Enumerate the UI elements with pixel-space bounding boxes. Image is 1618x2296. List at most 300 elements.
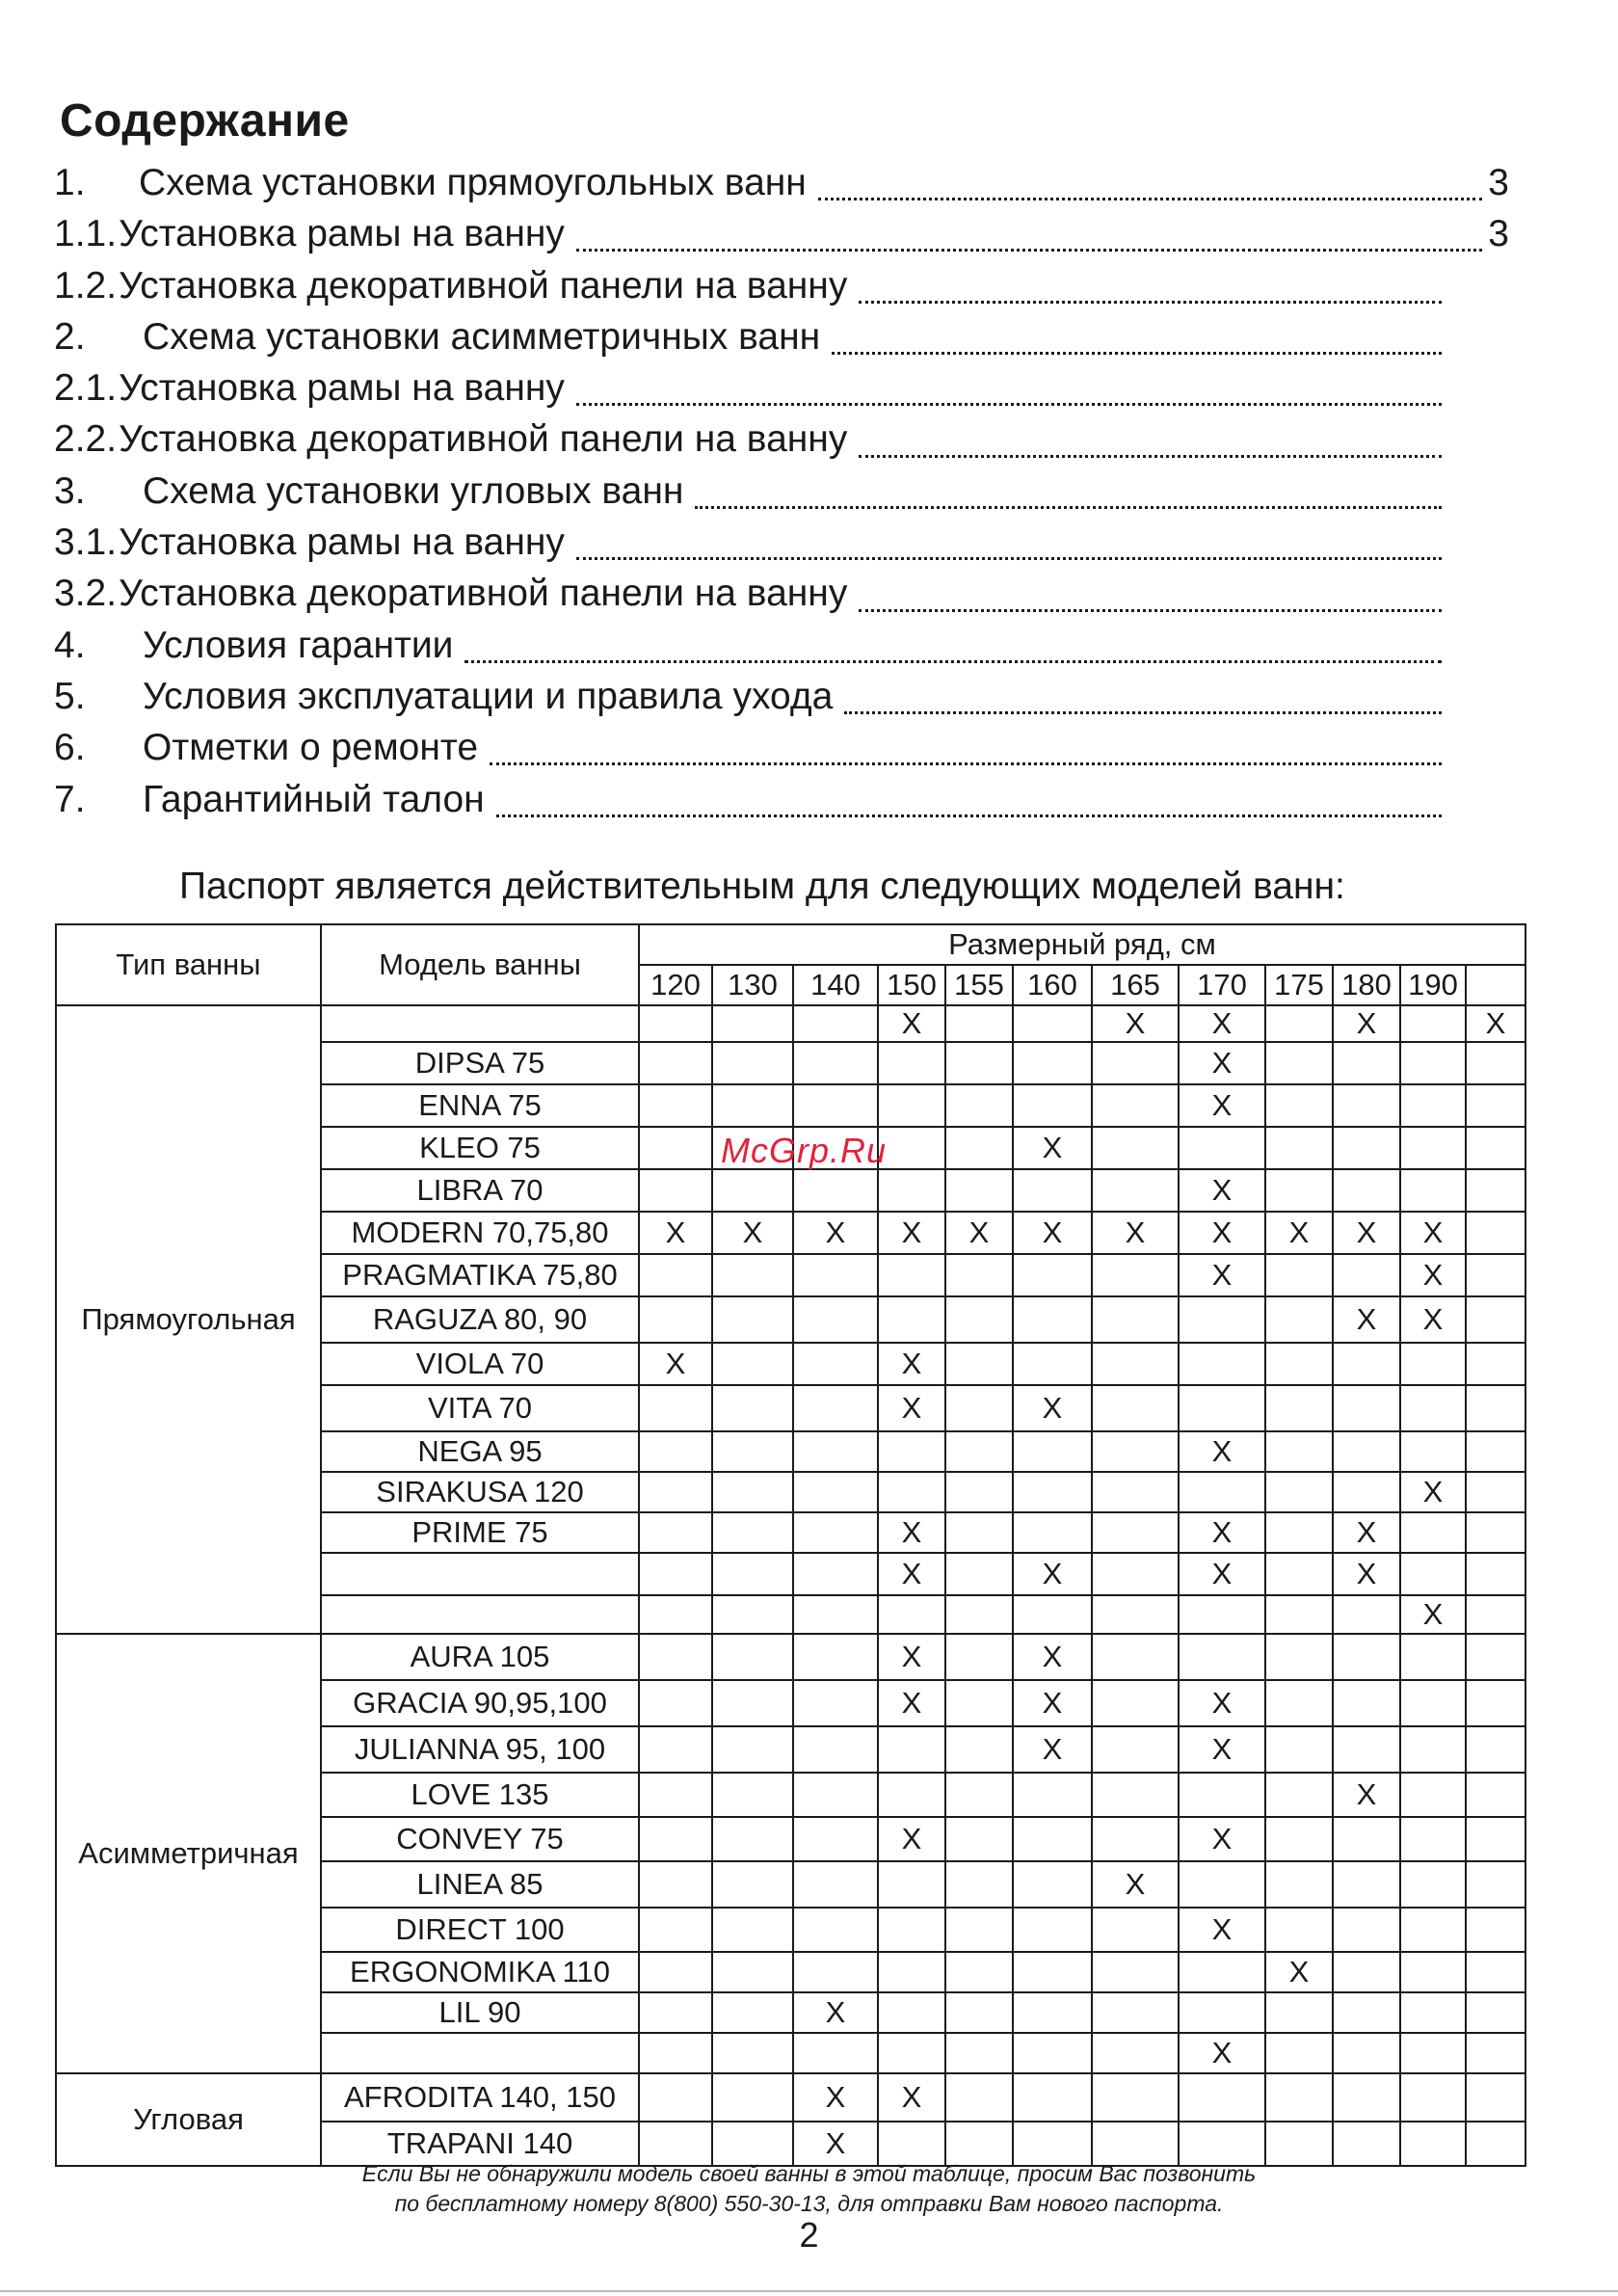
toc-item <box>54 316 1509 367</box>
size-cell <box>1466 1385 1525 1431</box>
size-cell <box>1333 1992 1400 2033</box>
size-cell <box>1333 2073 1400 2122</box>
size-cell <box>793 1254 878 1296</box>
toc-item-number: 1.1. <box>54 213 118 255</box>
size-cell <box>793 1817 878 1861</box>
size-cell <box>1333 1343 1400 1385</box>
size-mark: X <box>1400 1472 1466 1512</box>
bath-model-cell: KLEO 75 <box>321 1127 639 1169</box>
size-mark: X <box>1013 1680 1092 1726</box>
size-cell <box>1092 1553 1179 1595</box>
size-mark: X <box>1400 1212 1466 1254</box>
toc-item <box>54 265 1509 316</box>
toc-item-number: 3.1. <box>54 521 118 564</box>
size-cell <box>1092 1042 1179 1084</box>
bath-model-cell: PRAGMATIKA 75,80 <box>321 1254 639 1296</box>
size-cell <box>793 1042 878 1084</box>
size-cell <box>1013 1084 1092 1127</box>
size-cell <box>878 1992 945 2033</box>
size-mark: X <box>1092 1212 1179 1254</box>
size-cell <box>712 1005 793 1042</box>
size-cell <box>1265 1127 1333 1169</box>
size-cell <box>1400 2033 1466 2073</box>
bath-model-cell: LOVE 135 <box>321 1773 639 1817</box>
size-cell <box>639 1726 712 1773</box>
size-cell <box>793 1553 878 1595</box>
size-cell <box>1400 1127 1466 1169</box>
size-cell <box>1466 1127 1525 1169</box>
size-cell <box>1092 1084 1179 1127</box>
size-cell <box>1013 1005 1092 1042</box>
size-cell <box>878 1908 945 1952</box>
size-cell <box>1400 1512 1466 1553</box>
size-cell <box>712 1296 793 1343</box>
size-cell <box>1013 1512 1092 1553</box>
header-size: 150 <box>878 965 945 1005</box>
size-cell <box>1265 2073 1333 2122</box>
size-cell <box>639 1773 712 1817</box>
table-row <box>56 2073 1525 2122</box>
header-size: 170 <box>1179 965 1265 1005</box>
size-cell <box>878 1773 945 1817</box>
size-cell <box>1265 1385 1333 1431</box>
size-cell <box>793 1472 878 1512</box>
bath-model-cell: NEGA 95 <box>321 1431 639 1472</box>
size-cell <box>1092 1169 1179 1212</box>
bath-model-cell: PRIME 75 <box>321 1512 639 1553</box>
size-cell <box>1092 1992 1179 2033</box>
toc-item-number: 3. <box>54 469 86 512</box>
size-mark: X <box>1179 1005 1265 1042</box>
size-cell <box>639 1005 712 1042</box>
toc-leader-dots <box>859 301 1442 304</box>
size-mark: X <box>1179 2033 1265 2073</box>
size-mark: X <box>639 1212 712 1254</box>
size-cell <box>639 1952 712 1992</box>
size-cell <box>712 1042 793 1084</box>
size-cell <box>878 1595 945 1634</box>
size-cell <box>945 1472 1013 1512</box>
size-cell <box>1013 1343 1092 1385</box>
header-size: 175 <box>1265 965 1333 1005</box>
size-cell <box>1179 1634 1265 1680</box>
toc-item-number: 5. <box>54 675 86 717</box>
size-cell <box>1092 1385 1179 1431</box>
header-size <box>1466 965 1525 1005</box>
size-cell <box>1179 1472 1265 1512</box>
toc-item-label: Гарантийный талон <box>143 778 485 820</box>
size-cell <box>712 2073 793 2122</box>
size-cell <box>1466 2073 1525 2122</box>
bath-type-cell: Угловая <box>56 2073 321 2166</box>
size-cell <box>1013 2073 1092 2122</box>
toc-item <box>54 521 1509 573</box>
size-cell <box>1013 1773 1092 1817</box>
size-cell <box>1333 1254 1400 1296</box>
size-mark: X <box>1092 1005 1179 1042</box>
size-mark: X <box>1333 1212 1400 1254</box>
toc-item-number: 6. <box>54 727 86 769</box>
size-cell <box>1265 1169 1333 1212</box>
size-cell <box>1265 1472 1333 1512</box>
size-mark: X <box>1400 1595 1466 1634</box>
size-cell <box>1179 1296 1265 1343</box>
size-cell <box>945 1908 1013 1952</box>
toc-leader-dots <box>859 609 1442 612</box>
toc-item-label: Условия гарантии <box>143 624 454 666</box>
size-cell <box>1092 1726 1179 1773</box>
size-cell <box>712 1992 793 2033</box>
toc-leader-dots <box>576 249 1482 252</box>
size-cell <box>1400 1680 1466 1726</box>
size-cell <box>1333 1127 1400 1169</box>
size-cell <box>712 1254 793 1296</box>
toc-leader-dots <box>818 198 1482 200</box>
size-cell <box>639 1680 712 1726</box>
size-cell <box>1265 1084 1333 1127</box>
size-cell <box>1092 1952 1179 1992</box>
bath-model-cell: DIRECT 100 <box>321 1908 639 1952</box>
toc-item-number: 1. <box>54 162 86 203</box>
size-cell <box>1013 1992 1092 2033</box>
size-cell <box>1265 1296 1333 1343</box>
size-mark: X <box>793 1992 878 2033</box>
size-cell <box>945 1254 1013 1296</box>
size-cell <box>1092 1512 1179 1553</box>
toc-item-number: 4. <box>54 624 86 666</box>
bath-model-cell: LINEA 85 <box>321 1861 639 1908</box>
toc-item-number: 2.2. <box>54 418 118 461</box>
size-cell <box>1013 1169 1092 1212</box>
size-cell <box>878 1084 945 1127</box>
size-mark: X <box>1179 1042 1265 1084</box>
header-bath-model: Модель ванны <box>321 924 639 1005</box>
bath-model-cell <box>321 1553 639 1595</box>
size-cell <box>1400 1861 1466 1908</box>
size-cell <box>1400 1169 1466 1212</box>
size-cell <box>793 1169 878 1212</box>
size-cell <box>1179 1773 1265 1817</box>
toc-item-label: Отметки о ремонте <box>143 727 479 769</box>
size-cell <box>712 1512 793 1553</box>
size-cell <box>1466 2033 1525 2073</box>
toc-leader-dots <box>576 403 1442 406</box>
size-cell <box>639 1385 712 1431</box>
size-cell <box>878 1042 945 1084</box>
size-mark: X <box>1400 1254 1466 1296</box>
size-mark: X <box>1333 1553 1400 1595</box>
size-cell <box>945 1431 1013 1472</box>
size-cell <box>1466 1634 1525 1680</box>
toc-item-page: 3 <box>1488 162 1509 203</box>
bath-model-cell <box>321 2033 639 2073</box>
toc-item <box>54 470 1509 521</box>
size-cell <box>1400 1773 1466 1817</box>
toc-item-number: 7. <box>54 778 86 820</box>
size-cell <box>1013 1431 1092 1472</box>
bath-model-cell: VITA 70 <box>321 1385 639 1431</box>
size-cell <box>793 1084 878 1127</box>
table-row <box>56 1005 1525 1042</box>
size-mark: X <box>1179 1908 1265 1952</box>
size-cell <box>1265 1634 1333 1680</box>
size-cell <box>1333 1595 1400 1634</box>
size-cell <box>639 1595 712 1634</box>
size-cell <box>1092 1773 1179 1817</box>
toc-leader-dots <box>832 352 1442 355</box>
toc-item-label: Схема установки асимметричных ванн <box>143 315 821 358</box>
size-cell <box>639 1084 712 1127</box>
toc-leader-dots <box>464 660 1442 663</box>
toc-item-number: 2. <box>54 315 86 358</box>
size-cell <box>1400 1726 1466 1773</box>
size-cell <box>945 2073 1013 2122</box>
size-cell <box>878 2033 945 2073</box>
size-cell <box>945 1296 1013 1343</box>
size-cell <box>1092 2073 1179 2122</box>
size-mark: X <box>1333 1296 1400 1343</box>
size-mark: X <box>878 1680 945 1726</box>
size-cell <box>712 1553 793 1595</box>
size-mark: X <box>1179 1169 1265 1212</box>
size-mark: X <box>1179 1084 1265 1127</box>
size-cell <box>945 1680 1013 1726</box>
size-mark: X <box>878 1512 945 1553</box>
size-cell <box>1179 2073 1265 2122</box>
size-mark: X <box>1013 1726 1092 1773</box>
size-cell <box>945 1042 1013 1084</box>
size-mark: X <box>1466 1005 1525 1042</box>
size-cell <box>1179 1127 1265 1169</box>
header-size: 155 <box>945 965 1013 1005</box>
bath-type-cell: Асимметричная <box>56 1634 321 2073</box>
page-title: Содержание <box>60 95 350 147</box>
size-cell <box>1092 1908 1179 1952</box>
bath-model-cell: LIBRA 70 <box>321 1169 639 1212</box>
size-mark: X <box>878 1634 945 1680</box>
toc-item <box>54 779 1509 830</box>
size-mark: X <box>1179 1726 1265 1773</box>
size-mark: X <box>1179 1431 1265 1472</box>
size-cell <box>945 1817 1013 1861</box>
size-cell <box>1013 1254 1092 1296</box>
toc-item-number: 1.2. <box>54 264 118 307</box>
size-cell <box>1400 1817 1466 1861</box>
size-cell <box>793 1680 878 1726</box>
size-cell <box>1265 1773 1333 1817</box>
size-mark: X <box>1013 1553 1092 1595</box>
header-size: 120 <box>639 965 712 1005</box>
size-cell <box>1265 1680 1333 1726</box>
toc-item-page: 3 <box>1488 213 1509 255</box>
toc-item-label: Установка декоративной панели на ванну <box>119 418 848 461</box>
size-cell <box>1400 1042 1466 1084</box>
size-cell <box>639 1512 712 1553</box>
size-cell <box>1400 1431 1466 1472</box>
bath-model-cell: DIPSA 75 <box>321 1042 639 1084</box>
size-cell <box>712 1680 793 1726</box>
size-cell <box>639 1254 712 1296</box>
size-cell <box>1400 1084 1466 1127</box>
size-cell <box>1400 1952 1466 1992</box>
table-row <box>56 1634 1525 1680</box>
size-cell <box>945 1084 1013 1127</box>
size-cell <box>793 1005 878 1042</box>
size-cell <box>1466 1952 1525 1992</box>
size-cell <box>1013 1908 1092 1952</box>
size-cell <box>1092 1680 1179 1726</box>
size-mark: X <box>878 1343 945 1385</box>
toc-item-label: Установка декоративной панели на ванну <box>119 264 848 307</box>
size-cell <box>1466 1595 1525 1634</box>
size-cell <box>945 1169 1013 1212</box>
size-cell <box>712 1861 793 1908</box>
size-cell <box>1092 1595 1179 1634</box>
size-cell <box>945 1726 1013 1773</box>
page-edge-divider <box>0 2290 1618 2292</box>
toc-item-number: 3.2. <box>54 573 118 615</box>
table-of-contents <box>54 162 1509 830</box>
size-cell <box>1092 1296 1179 1343</box>
size-mark: X <box>1265 1952 1333 1992</box>
size-cell <box>878 1296 945 1343</box>
passport-note: Паспорт является действительным для следующих моделей ванн: <box>179 866 1345 907</box>
size-cell <box>712 1634 793 1680</box>
size-cell <box>1333 1472 1400 1512</box>
size-cell <box>1333 1385 1400 1431</box>
size-mark: X <box>1333 1005 1400 1042</box>
size-cell <box>1466 1343 1525 1385</box>
bath-model-cell: ENNA 75 <box>321 1084 639 1127</box>
size-cell <box>639 1817 712 1861</box>
bath-model-cell: GRACIA 90,95,100 <box>321 1680 639 1726</box>
size-cell <box>945 2033 1013 2073</box>
size-cell <box>1466 1992 1525 2033</box>
size-cell <box>1466 1680 1525 1726</box>
size-cell <box>639 1861 712 1908</box>
size-cell <box>1333 2033 1400 2073</box>
size-cell <box>712 1385 793 1431</box>
size-cell <box>878 1472 945 1512</box>
size-cell <box>639 2033 712 2073</box>
size-cell <box>945 1952 1013 1992</box>
toc-item <box>54 625 1509 676</box>
footer-note-line-1: Если Вы не обнаружили модель своей ванны в этой таблице, просим Вас позвонить <box>361 2161 1257 2186</box>
size-mark: X <box>945 1212 1013 1254</box>
bath-models-table <box>55 923 1526 2167</box>
page-number: 2 <box>799 2215 819 2255</box>
bath-model-cell: MODERN 70,75,80 <box>321 1212 639 1254</box>
bath-model-cell: LIL 90 <box>321 1992 639 2033</box>
size-cell <box>639 1296 712 1343</box>
size-cell <box>1265 1595 1333 1634</box>
footer-note-line-2: по бесплатному номеру 8(800) 550-30-13, для отправки Вам нового паспорта. <box>394 2191 1224 2216</box>
size-cell <box>793 1773 878 1817</box>
size-mark: X <box>878 2073 945 2122</box>
size-mark: X <box>1265 1212 1333 1254</box>
bath-model-cell: AFRODITA 140, 150 <box>321 2073 639 2122</box>
size-cell <box>1333 1861 1400 1908</box>
toc-item-label: Установка рамы на ванну <box>119 213 565 255</box>
bath-model-cell: ERGONOMIKA 110 <box>321 1952 639 1992</box>
toc-item-label: Установка рамы на ванну <box>119 521 565 564</box>
size-cell <box>793 2033 878 2073</box>
toc-item <box>54 727 1509 778</box>
bath-model-cell: RAGUZA 80, 90 <box>321 1296 639 1343</box>
toc-item <box>54 213 1509 264</box>
size-cell <box>945 1861 1013 1908</box>
size-cell <box>1333 1042 1400 1084</box>
size-cell <box>1333 1169 1400 1212</box>
size-mark: X <box>1179 1254 1265 1296</box>
size-cell <box>1333 1817 1400 1861</box>
bath-model-cell: TRAPANI 140 <box>321 2122 639 2166</box>
size-cell <box>1092 1472 1179 1512</box>
size-cell <box>1400 1005 1466 1042</box>
size-cell <box>793 1726 878 1773</box>
bath-model-cell <box>321 1595 639 1634</box>
bath-model-cell: VIOLA 70 <box>321 1343 639 1385</box>
size-cell <box>1400 1908 1466 1952</box>
size-cell <box>712 1169 793 1212</box>
bath-model-cell <box>321 1005 639 1042</box>
size-cell <box>1466 1254 1525 1296</box>
size-mark: X <box>793 2073 878 2122</box>
size-cell <box>878 1169 945 1212</box>
size-cell <box>712 1431 793 1472</box>
header-size: 160 <box>1013 965 1092 1005</box>
size-cell <box>1333 1431 1400 1472</box>
size-mark: X <box>878 1553 945 1595</box>
size-cell <box>1092 1817 1179 1861</box>
size-cell <box>793 1908 878 1952</box>
size-cell <box>945 1512 1013 1553</box>
size-cell <box>793 1385 878 1431</box>
size-cell <box>1013 1595 1092 1634</box>
toc-leader-dots <box>490 762 1442 765</box>
toc-item-label: Схема установки угловых ванн <box>143 469 684 512</box>
header-size: 130 <box>712 965 793 1005</box>
size-cell <box>793 1431 878 1472</box>
size-cell <box>639 1127 712 1169</box>
size-mark: X <box>1333 1512 1400 1553</box>
toc-leader-dots <box>844 711 1442 714</box>
size-cell <box>1333 1952 1400 1992</box>
size-cell <box>1265 1254 1333 1296</box>
size-cell <box>1265 1042 1333 1084</box>
toc-item-number: 2.1. <box>54 367 118 410</box>
size-cell <box>712 1908 793 1952</box>
size-cell <box>1179 1343 1265 1385</box>
size-cell <box>1179 1992 1265 2033</box>
size-cell <box>1400 1385 1466 1431</box>
size-cell <box>712 1472 793 1512</box>
header-bath-type: Тип ванны <box>56 924 321 1005</box>
header-size: 140 <box>793 965 878 1005</box>
size-cell <box>639 1992 712 2033</box>
size-cell <box>945 1553 1013 1595</box>
size-cell <box>1400 2073 1466 2122</box>
size-cell <box>712 1595 793 1634</box>
size-cell <box>1400 1634 1466 1680</box>
size-mark: X <box>878 1817 945 1861</box>
toc-leader-dots <box>496 814 1442 817</box>
toc-item-label: Установка рамы на ванну <box>119 367 565 410</box>
size-cell <box>793 1296 878 1343</box>
size-cell <box>712 1726 793 1773</box>
size-cell <box>1400 1992 1466 2033</box>
size-cell <box>1013 1042 1092 1084</box>
